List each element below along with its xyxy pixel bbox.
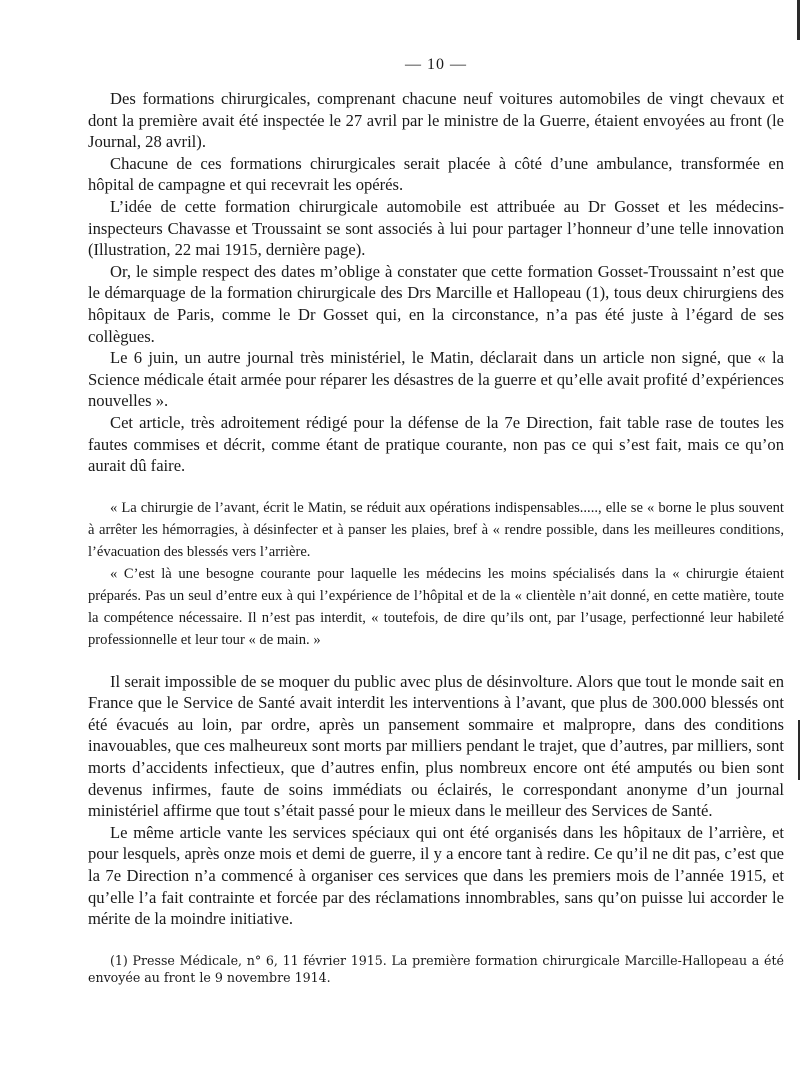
body-text <box>88 88 784 477</box>
paragraph: Chacune de ces formations chirurgicales serait placée à côté d’une ambulance, transformée en hôpital de campagne et qui recevrait les opérés. <box>88 153 784 195</box>
paragraph: Des formations chirurgicales, comprenant chacune neuf voitures automobiles de vingt chevaux et dont la première avait été inspectée le 27 avril par le ministre de la Guerre, étaient envoyées au front (le Journal, 28 avril). <box>88 89 784 152</box>
paragraph: Cet article, très adroitement rédigé pour la défense de la 7e Direction, fait table rase de toutes les fautes commises et décrit, comme étant de pratique courante, non pas ce qui s’est fait, mais ce qu’on aurait dû faire. <box>88 412 784 476</box>
paragraph: Or, le simple respect des dates m’oblige à constater que cette formation Gosset-Troussaint n’est que le démarquage de la formation chirurgicale des Drs Marcille et Hallopeau (1), tous deux chirurgiens des hôpitaux de Paris, comme le Dr Gosset qui, en la circonstance, n’a pas été juste à l’égard de ses collègues. <box>88 261 784 346</box>
paragraph: Le 6 juin, un autre journal très ministériel, le Matin, déclarait dans un article non signé, que « la Science médicale était armée pour réparer les désastres de la guerre et qu’elle avait profité d’expériences nouvelles ». <box>88 348 784 411</box>
paragraph: Le même article vante les services spéciaux qui ont été organisés dans les hôpitaux de l’arrière, et pour lesquels, après onze mois et demi de guerre, il y a encore tant à redire. Ce qu’il ne dit pas, c’est que la 7e Direction n’a commencé à organiser ces services que dans les premiers mois de l’année 1915, et qu’elle l’a fait contrainte et forcée par des réclamations innombrables, sans qu’on puisse lui accorder le mérite de la moindre initiative. <box>88 822 784 929</box>
paragraph: L’idée de cette formation chirurgicale automobile est attribuée au Dr Gosset et les médecins-inspecteurs Chavasse et Troussaint se sont associés à lui pour partager l’honneur d’une telle innovation (Illustration, 22 mai 1915, dernière page). <box>88 196 784 260</box>
document-page <box>88 56 784 986</box>
quote-paragraph: « La chirurgie de l’avant, écrit le Matin, se réduit aux opérations indispensables....., elle se « borne le plus souvent à arrêter les hémorragies, à désinfecter et à panser les plaies, bref à « rendre possible, dans les meilleures conditions, l’évacuation des blessés vers l’arrière. <box>88 499 784 560</box>
block-quote <box>88 497 784 651</box>
body-text-continued <box>88 671 784 930</box>
paragraph: Il serait impossible de se moquer du public avec plus de désinvolture. Alors que tout le monde sait en France que le Service de Santé avait interdit les interventions à l’avant, que plus de 300.000 blessés ont été évacués au loin, par ordre, après un pansement sommaire et malpropre, dans des conditions inavouables, que ces malheureux sont morts par milliers pendant le trajet, que d’autres, par milliers, sont morts d’accidents infectieux, que d’autres enfin, plus nombreux encore ont été amputés ou bien sont devenus infirmes, faute de soins immédiats ou éclairés, le correspondant anonyme d’un journal ministériel affirme que tout s’était passé pour le mieux dans le meilleur des Services de Santé. <box>88 671 784 821</box>
quote-paragraph: « C’est là une besogne courante pour laquelle les médecins les moins spécialisés dans la « chirurgie étaient préparés. Pas un seul d’entre eux à qui l’expérience de l’hôpital et de la « clientèle n’ait donné, en cette matière, toute la compétence nécessaire. Il n’est pas interdit, « toutefois, de dire qu’ils ont, par l’usage, perfectionné leur habileté professionnelle et leur tour « de main. » <box>88 565 784 648</box>
page-number: — 10 — <box>405 56 467 73</box>
footnote: (1) Presse Médicale, n° 6, 11 février 1915. La première formation chirurgicale Marcille-Hallopeau a été envoyée au front le 9 novembre 1914. <box>88 952 784 985</box>
